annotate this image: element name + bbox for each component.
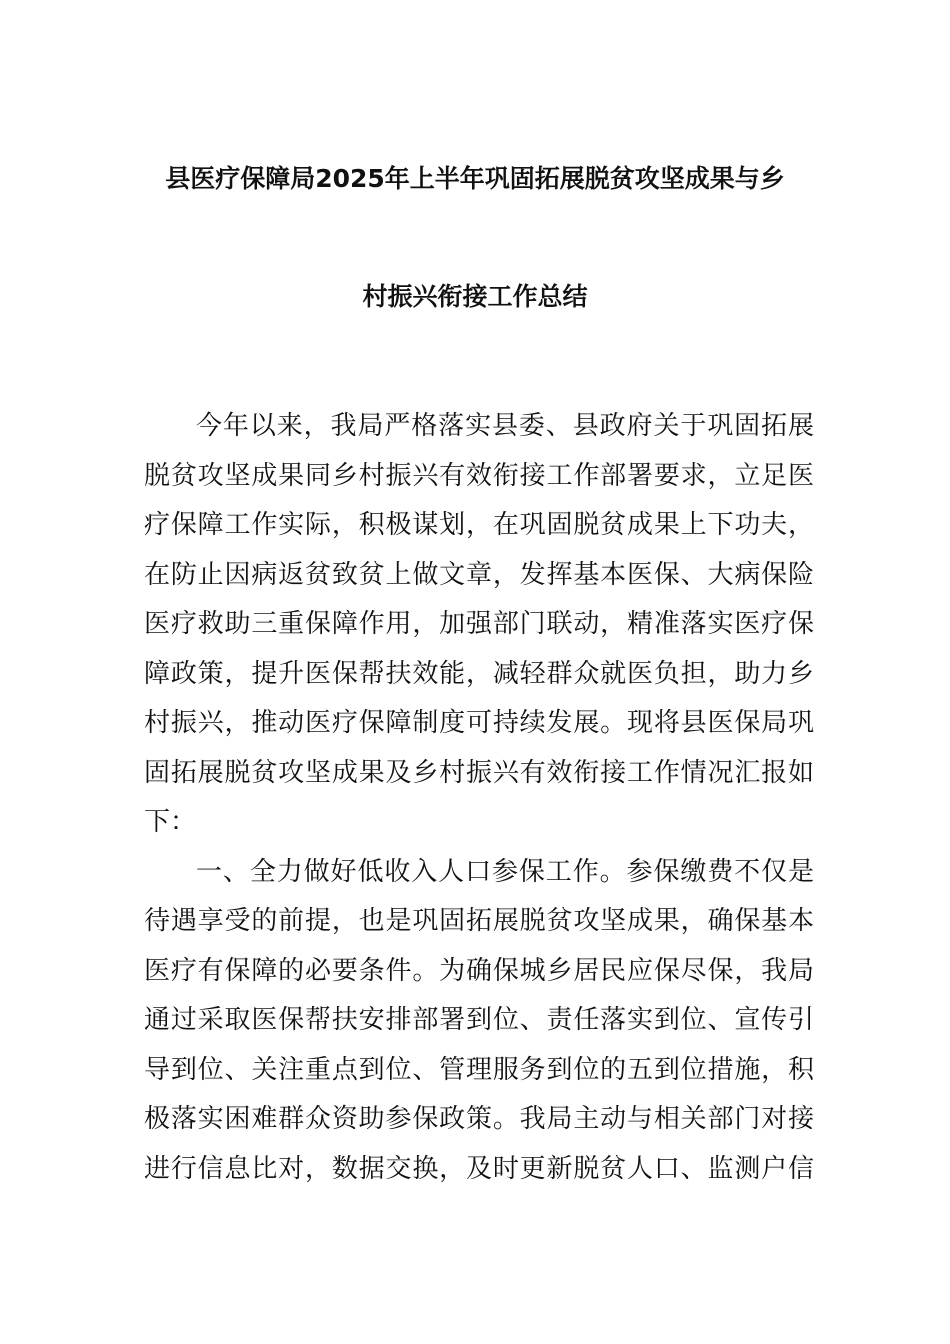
body-line: 在防止因病返贫致贫上做文章，发挥基本医保、大病保险 [144, 559, 814, 590]
body-line: 村振兴，推动医疗保障制度可持续发展。现将县医保局巩 [144, 708, 814, 738]
body-line: 脱贫攻坚成果同乡村振兴有效衔接工作部署要求，立足医 [144, 460, 814, 491]
body-line: 医疗有保障的必要条件。为确保城乡居民应保尽保，我局 [144, 955, 814, 986]
body-line: 导到位、关注重点到位、管理服务到位的五到位措施，积 [144, 1054, 814, 1085]
body-line: 通过采取医保帮扶安排部署到位、责任落实到位、宣传引 [144, 1005, 814, 1035]
body-line: 今年以来，我局严格落实县委、县政府关于巩固拓展 [196, 411, 814, 441]
body-line: 待遇享受的前提，也是巩固拓展脱贫攻坚成果，确保基本 [144, 906, 814, 936]
body-line: 固拓展脱贫攻坚成果及乡村振兴有效衔接工作情况汇报如 [144, 757, 814, 788]
document-body [144, 402, 814, 1194]
document-title-line-1: 县医疗保障局2025年上半年巩固拓展脱贫攻坚成果与乡 [165, 164, 785, 193]
body-line: 疗保障工作实际，积极谋划，在巩固脱贫成果上下功夫， [144, 510, 814, 540]
body-line: 下： [144, 807, 197, 837]
body-line: 医疗救助三重保障作用，加强部门联动，精准落实医疗保 [144, 609, 814, 639]
body-line: 障政策，提升医保帮扶效能，减轻群众就医负担，助力乡 [144, 658, 814, 689]
body-line: 一、全力做好低收入人口参保工作。参保缴费不仅是 [196, 856, 814, 887]
body-line: 极落实困难群众资助参保政策。我局主动与相关部门对接 [144, 1104, 814, 1134]
body-line: 进行信息比对，数据交换，及时更新脱贫人口、监测户信 [144, 1153, 814, 1184]
paragraph-intro [144, 402, 814, 848]
paragraph-section-1 [144, 848, 814, 1195]
document-title-line-2: 村振兴衔接工作总结 [362, 282, 588, 311]
